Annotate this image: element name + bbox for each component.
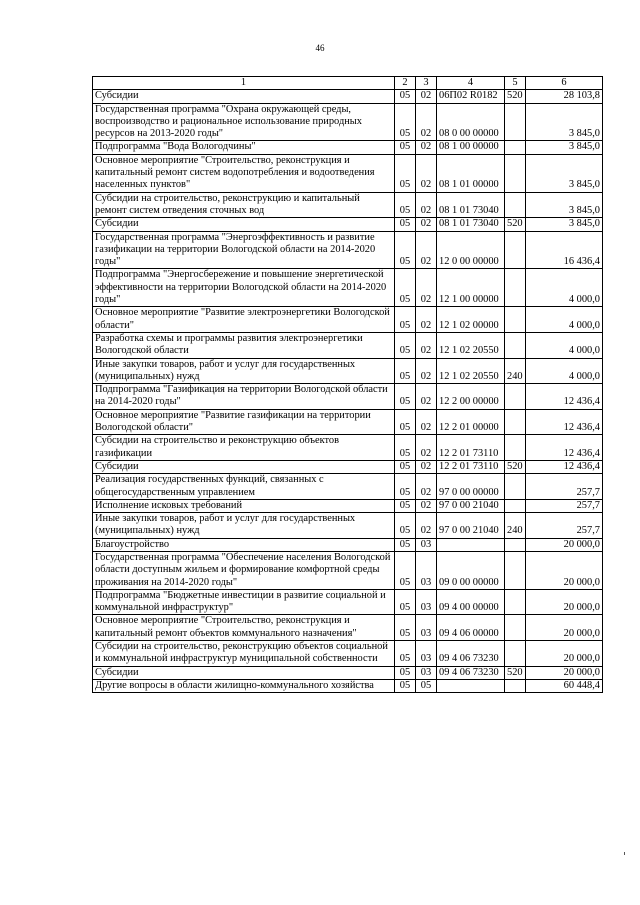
row-subsection-code: 02 [416, 307, 437, 333]
row-amount: 20 000,0 [526, 538, 603, 551]
row-expense-type-code [505, 269, 526, 307]
row-amount: 12 436,4 [526, 460, 603, 473]
row-amount: 257,7 [526, 474, 603, 500]
table-row [93, 192, 603, 218]
edge-mark [624, 852, 625, 855]
row-expense-type-code [505, 332, 526, 358]
table-row [93, 435, 603, 461]
row-target-code: 12 1 02 20550 [437, 332, 505, 358]
table-row [93, 551, 603, 589]
row-name: Субсидии на строительство, реконструкцию объектов социальной и коммунальной инфраструктур муниципальной собственности [93, 641, 395, 667]
row-subsection-code: 02 [416, 513, 437, 539]
row-target-code: 12 1 02 00000 [437, 307, 505, 333]
row-expense-type-code [505, 499, 526, 512]
row-name: Исполнение исковых требований [93, 499, 395, 512]
row-expense-type-code [505, 435, 526, 461]
row-subsection-code: 02 [416, 358, 437, 384]
row-target-code: 08 1 01 00000 [437, 154, 505, 192]
row-section-code: 05 [395, 307, 416, 333]
row-section-code: 05 [395, 615, 416, 641]
row-target-code [437, 538, 505, 551]
row-subsection-code: 02 [416, 460, 437, 473]
header-col-1: 1 [93, 77, 395, 90]
row-target-code: 97 0 00 21040 [437, 513, 505, 539]
row-subsection-code: 02 [416, 141, 437, 154]
row-target-code: 97 0 00 21040 [437, 499, 505, 512]
row-expense-type-code: 520 [505, 218, 526, 231]
row-name: Подпрограмма "Энергосбережение и повышение энергетической эффективности на территории Вологодской области на 2014-2020 годы" [93, 269, 395, 307]
header-col-2: 2 [395, 77, 416, 90]
row-name: Подпрограмма "Вода Вологодчины" [93, 141, 395, 154]
row-expense-type-code: 240 [505, 513, 526, 539]
table-row [93, 641, 603, 667]
row-amount: 20 000,0 [526, 551, 603, 589]
row-name: Государственная программа "Энергоэффективность и развитие газификации на территории Вологодской области на 2014-2020 годы" [93, 231, 395, 269]
row-subsection-code: 02 [416, 103, 437, 141]
row-section-code: 05 [395, 589, 416, 615]
table-row [93, 332, 603, 358]
row-expense-type-code [505, 551, 526, 589]
row-expense-type-code [505, 384, 526, 410]
row-amount: 20 000,0 [526, 666, 603, 679]
row-target-code: 09 4 06 00000 [437, 615, 505, 641]
row-subsection-code: 03 [416, 615, 437, 641]
row-section-code: 05 [395, 474, 416, 500]
row-amount: 4 000,0 [526, 307, 603, 333]
row-section-code: 05 [395, 679, 416, 692]
row-subsection-code: 02 [416, 154, 437, 192]
row-section-code: 05 [395, 409, 416, 435]
row-name: Субсидии [93, 460, 395, 473]
row-expense-type-code [505, 231, 526, 269]
row-amount: 3 845,0 [526, 141, 603, 154]
row-subsection-code: 03 [416, 538, 437, 551]
row-expense-type-code: 520 [505, 460, 526, 473]
row-name: Основное мероприятие "Строительство, реконструкция и капитальный ремонт объектов коммунального назначения" [93, 615, 395, 641]
row-amount: 20 000,0 [526, 641, 603, 667]
row-target-code: 97 0 00 00000 [437, 474, 505, 500]
table-row [93, 666, 603, 679]
row-subsection-code: 02 [416, 218, 437, 231]
row-subsection-code: 02 [416, 409, 437, 435]
row-amount: 257,7 [526, 499, 603, 512]
row-expense-type-code [505, 192, 526, 218]
table-row [93, 231, 603, 269]
row-name: Подпрограмма "Газификация на территории Вологодской области на 2014-2020 годы" [93, 384, 395, 410]
row-amount: 60 448,4 [526, 679, 603, 692]
row-amount: 16 436,4 [526, 231, 603, 269]
row-name: Основное мероприятие "Развитие электроэнергетики Вологодской области" [93, 307, 395, 333]
table-row [93, 499, 603, 512]
row-target-code: 06П02 R0182 [437, 90, 505, 103]
row-subsection-code: 02 [416, 332, 437, 358]
row-subsection-code: 05 [416, 679, 437, 692]
table-row [93, 269, 603, 307]
row-expense-type-code: 520 [505, 666, 526, 679]
row-section-code: 05 [395, 513, 416, 539]
row-section-code: 05 [395, 103, 416, 141]
table-row [93, 154, 603, 192]
table-row [93, 358, 603, 384]
row-target-code: 12 2 01 73110 [437, 460, 505, 473]
table-row [93, 538, 603, 551]
row-name: Государственная программа "Охрана окружающей среды, воспроизводство и рациональное использование природных ресурсов на 2013-2020 годы" [93, 103, 395, 141]
row-amount: 4 000,0 [526, 358, 603, 384]
row-name: Реализация государственных функций, связанных с общегосударственным управлением [93, 474, 395, 500]
row-subsection-code: 02 [416, 90, 437, 103]
row-amount: 3 845,0 [526, 218, 603, 231]
table-row [93, 103, 603, 141]
row-name: Государственная программа "Обеспечение населения Вологодской области доступным жильем и формирование комфортной среды проживания на 2014-2020 годы" [93, 551, 395, 589]
row-section-code: 05 [395, 218, 416, 231]
table-row [93, 90, 603, 103]
row-target-code: 09 4 06 73230 [437, 641, 505, 667]
row-expense-type-code [505, 474, 526, 500]
row-name: Подпрограмма "Бюджетные инвестиции в развитие социальной и коммунальной инфраструктур" [93, 589, 395, 615]
row-target-code: 09 0 00 00000 [437, 551, 505, 589]
row-amount: 3 845,0 [526, 103, 603, 141]
row-section-code: 05 [395, 231, 416, 269]
row-target-code: 08 0 00 00000 [437, 103, 505, 141]
row-name: Основное мероприятие "Развитие газификации на территории Вологодской области" [93, 409, 395, 435]
row-expense-type-code [505, 589, 526, 615]
row-expense-type-code: 520 [505, 90, 526, 103]
row-section-code: 05 [395, 141, 416, 154]
table-row [93, 409, 603, 435]
row-subsection-code: 02 [416, 499, 437, 512]
row-subsection-code: 02 [416, 269, 437, 307]
budget-table [92, 76, 603, 693]
row-target-code: 12 2 01 73110 [437, 435, 505, 461]
row-target-code: 09 4 06 73230 [437, 666, 505, 679]
table-row [93, 218, 603, 231]
row-name: Субсидии [93, 666, 395, 679]
table-row [93, 307, 603, 333]
row-expense-type-code [505, 679, 526, 692]
row-section-code: 05 [395, 499, 416, 512]
row-expense-type-code [505, 615, 526, 641]
row-amount: 12 436,4 [526, 409, 603, 435]
row-section-code: 05 [395, 666, 416, 679]
row-subsection-code: 02 [416, 192, 437, 218]
row-expense-type-code [505, 409, 526, 435]
row-target-code: 12 2 01 00000 [437, 409, 505, 435]
row-subsection-code: 02 [416, 384, 437, 410]
header-col-6: 6 [526, 77, 603, 90]
row-target-code: 09 4 00 00000 [437, 589, 505, 615]
row-section-code: 05 [395, 90, 416, 103]
table-row [93, 589, 603, 615]
row-name: Иные закупки товаров, работ и услуг для государственных (муниципальных) нужд [93, 513, 395, 539]
header-col-3: 3 [416, 77, 437, 90]
row-name: Субсидии на строительство, реконструкцию и капитальный ремонт систем отведения сточных вод [93, 192, 395, 218]
row-target-code: 12 0 00 00000 [437, 231, 505, 269]
table-row [93, 513, 603, 539]
row-name: Субсидии [93, 218, 395, 231]
row-expense-type-code: 240 [505, 358, 526, 384]
row-amount: 20 000,0 [526, 615, 603, 641]
row-section-code: 05 [395, 538, 416, 551]
header-col-5: 5 [505, 77, 526, 90]
row-subsection-code: 02 [416, 435, 437, 461]
row-target-code: 12 1 02 20550 [437, 358, 505, 384]
row-name: Основное мероприятие "Строительство, реконструкция и капитальный ремонт систем водопотребления и водоотведения населенных пунктов" [93, 154, 395, 192]
row-subsection-code: 03 [416, 589, 437, 615]
row-name: Благоустройство [93, 538, 395, 551]
row-name: Разработка схемы и программы развития электроэнергетики Вологодской области [93, 332, 395, 358]
row-expense-type-code [505, 538, 526, 551]
row-subsection-code: 03 [416, 666, 437, 679]
table-row [93, 384, 603, 410]
row-section-code: 05 [395, 435, 416, 461]
row-expense-type-code [505, 103, 526, 141]
row-target-code: 08 1 01 73040 [437, 192, 505, 218]
row-target-code: 08 1 00 00000 [437, 141, 505, 154]
row-expense-type-code [505, 307, 526, 333]
row-subsection-code: 02 [416, 474, 437, 500]
row-expense-type-code [505, 141, 526, 154]
row-amount: 4 000,0 [526, 332, 603, 358]
row-name: Другие вопросы в области жилищно-коммунального хозяйства [93, 679, 395, 692]
row-subsection-code: 02 [416, 231, 437, 269]
row-target-code: 12 2 00 00000 [437, 384, 505, 410]
row-section-code: 05 [395, 551, 416, 589]
row-section-code: 05 [395, 460, 416, 473]
row-amount: 20 000,0 [526, 589, 603, 615]
row-section-code: 05 [395, 332, 416, 358]
row-expense-type-code [505, 154, 526, 192]
row-section-code: 05 [395, 269, 416, 307]
table-row [93, 615, 603, 641]
row-section-code: 05 [395, 358, 416, 384]
row-amount: 28 103,8 [526, 90, 603, 103]
row-target-code [437, 679, 505, 692]
header-col-4: 4 [437, 77, 505, 90]
row-amount: 12 436,4 [526, 384, 603, 410]
row-subsection-code: 03 [416, 641, 437, 667]
row-section-code: 05 [395, 641, 416, 667]
row-name: Иные закупки товаров, работ и услуг для государственных (муниципальных) нужд [93, 358, 395, 384]
row-amount: 3 845,0 [526, 154, 603, 192]
row-amount: 3 845,0 [526, 192, 603, 218]
page-number: 46 [315, 43, 325, 53]
row-expense-type-code [505, 641, 526, 667]
table-row [93, 679, 603, 692]
row-amount: 4 000,0 [526, 269, 603, 307]
table-row [93, 474, 603, 500]
row-subsection-code: 03 [416, 551, 437, 589]
row-amount: 12 436,4 [526, 435, 603, 461]
row-section-code: 05 [395, 384, 416, 410]
row-section-code: 05 [395, 192, 416, 218]
table-row [93, 141, 603, 154]
table-header-row [93, 77, 603, 90]
row-name: Субсидии [93, 90, 395, 103]
row-section-code: 05 [395, 154, 416, 192]
row-target-code: 08 1 01 73040 [437, 218, 505, 231]
row-target-code: 12 1 00 00000 [437, 269, 505, 307]
row-name: Субсидии на строительство и реконструкцию объектов газификации [93, 435, 395, 461]
row-amount: 257,7 [526, 513, 603, 539]
table-row [93, 460, 603, 473]
